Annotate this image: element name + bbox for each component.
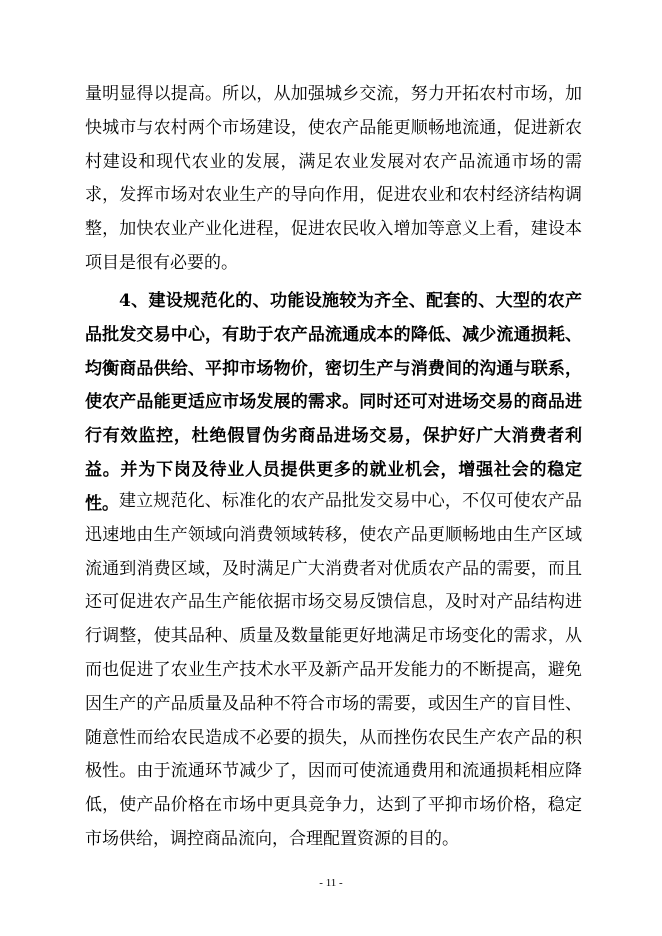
paragraph-point-4-bold: 4、建设规范化的、功能设施较为齐全、配套的、大型的农产品批发交易中心，有助于农产品流通成本的降低、减少流通损耗、均衡商品供给、平抑市场物价，密切生产与消费间的沟通与联系，使农产品能更适应市场发展的需求。同时还可对进场交易的商品进行有效监控，杜绝假冒伪劣商品进场交易，保护好广大消费者利益。并为下岗及待业人员提供更多的就业机会，增强社会的稳定性。	[85, 291, 582, 514]
paragraph-benefits: 建立规范化、标准化的农产品批发交易中心，不仅可使农产品迅速地由生产领域向消费领域转移，使农产品更顺畅地由生产区域流通到消费区域，及时满足广大消费者对优质农产品的需要，而且还可促进农产品生产能依据市场交易反馈信息，及时对产品结构进行调整，使其品种、质量及数量能更好地满足市场变化的需求，从而也促进了农业生产技术水平及新产品开发能力的不断提高，避免因生产的产品质量及品种不符合市场的需要，或因生产的盲目性、随意性而给农民造成不必要的损失，从而挫伤农民生产农产品的积极性。由于流通环节减少了，因而可使流通费用和流通损耗相应降低，使产品价格在市场中更具竞争力，达到了平抑市场价格，稳定市场供给，调控商品流向，合理配置资源的目的。	[85, 491, 582, 849]
page-number: - 11 -	[319, 877, 343, 889]
paragraph-continuation: 量明显得以提高。所以，从加强城乡交流，努力开拓农村市场，加快城市与农村两个市场建设，使农产品能更顺畅地流通，促进新农村建设和现代农业的发展，满足农业发展对农产品流通市场的需求，发挥市场对农业生产的导向作用，促进农业和农村经济结构调整，加快农业产业化进程，促进农民收入增加等意义上看，建设本项目是很有必要的。	[85, 84, 582, 273]
